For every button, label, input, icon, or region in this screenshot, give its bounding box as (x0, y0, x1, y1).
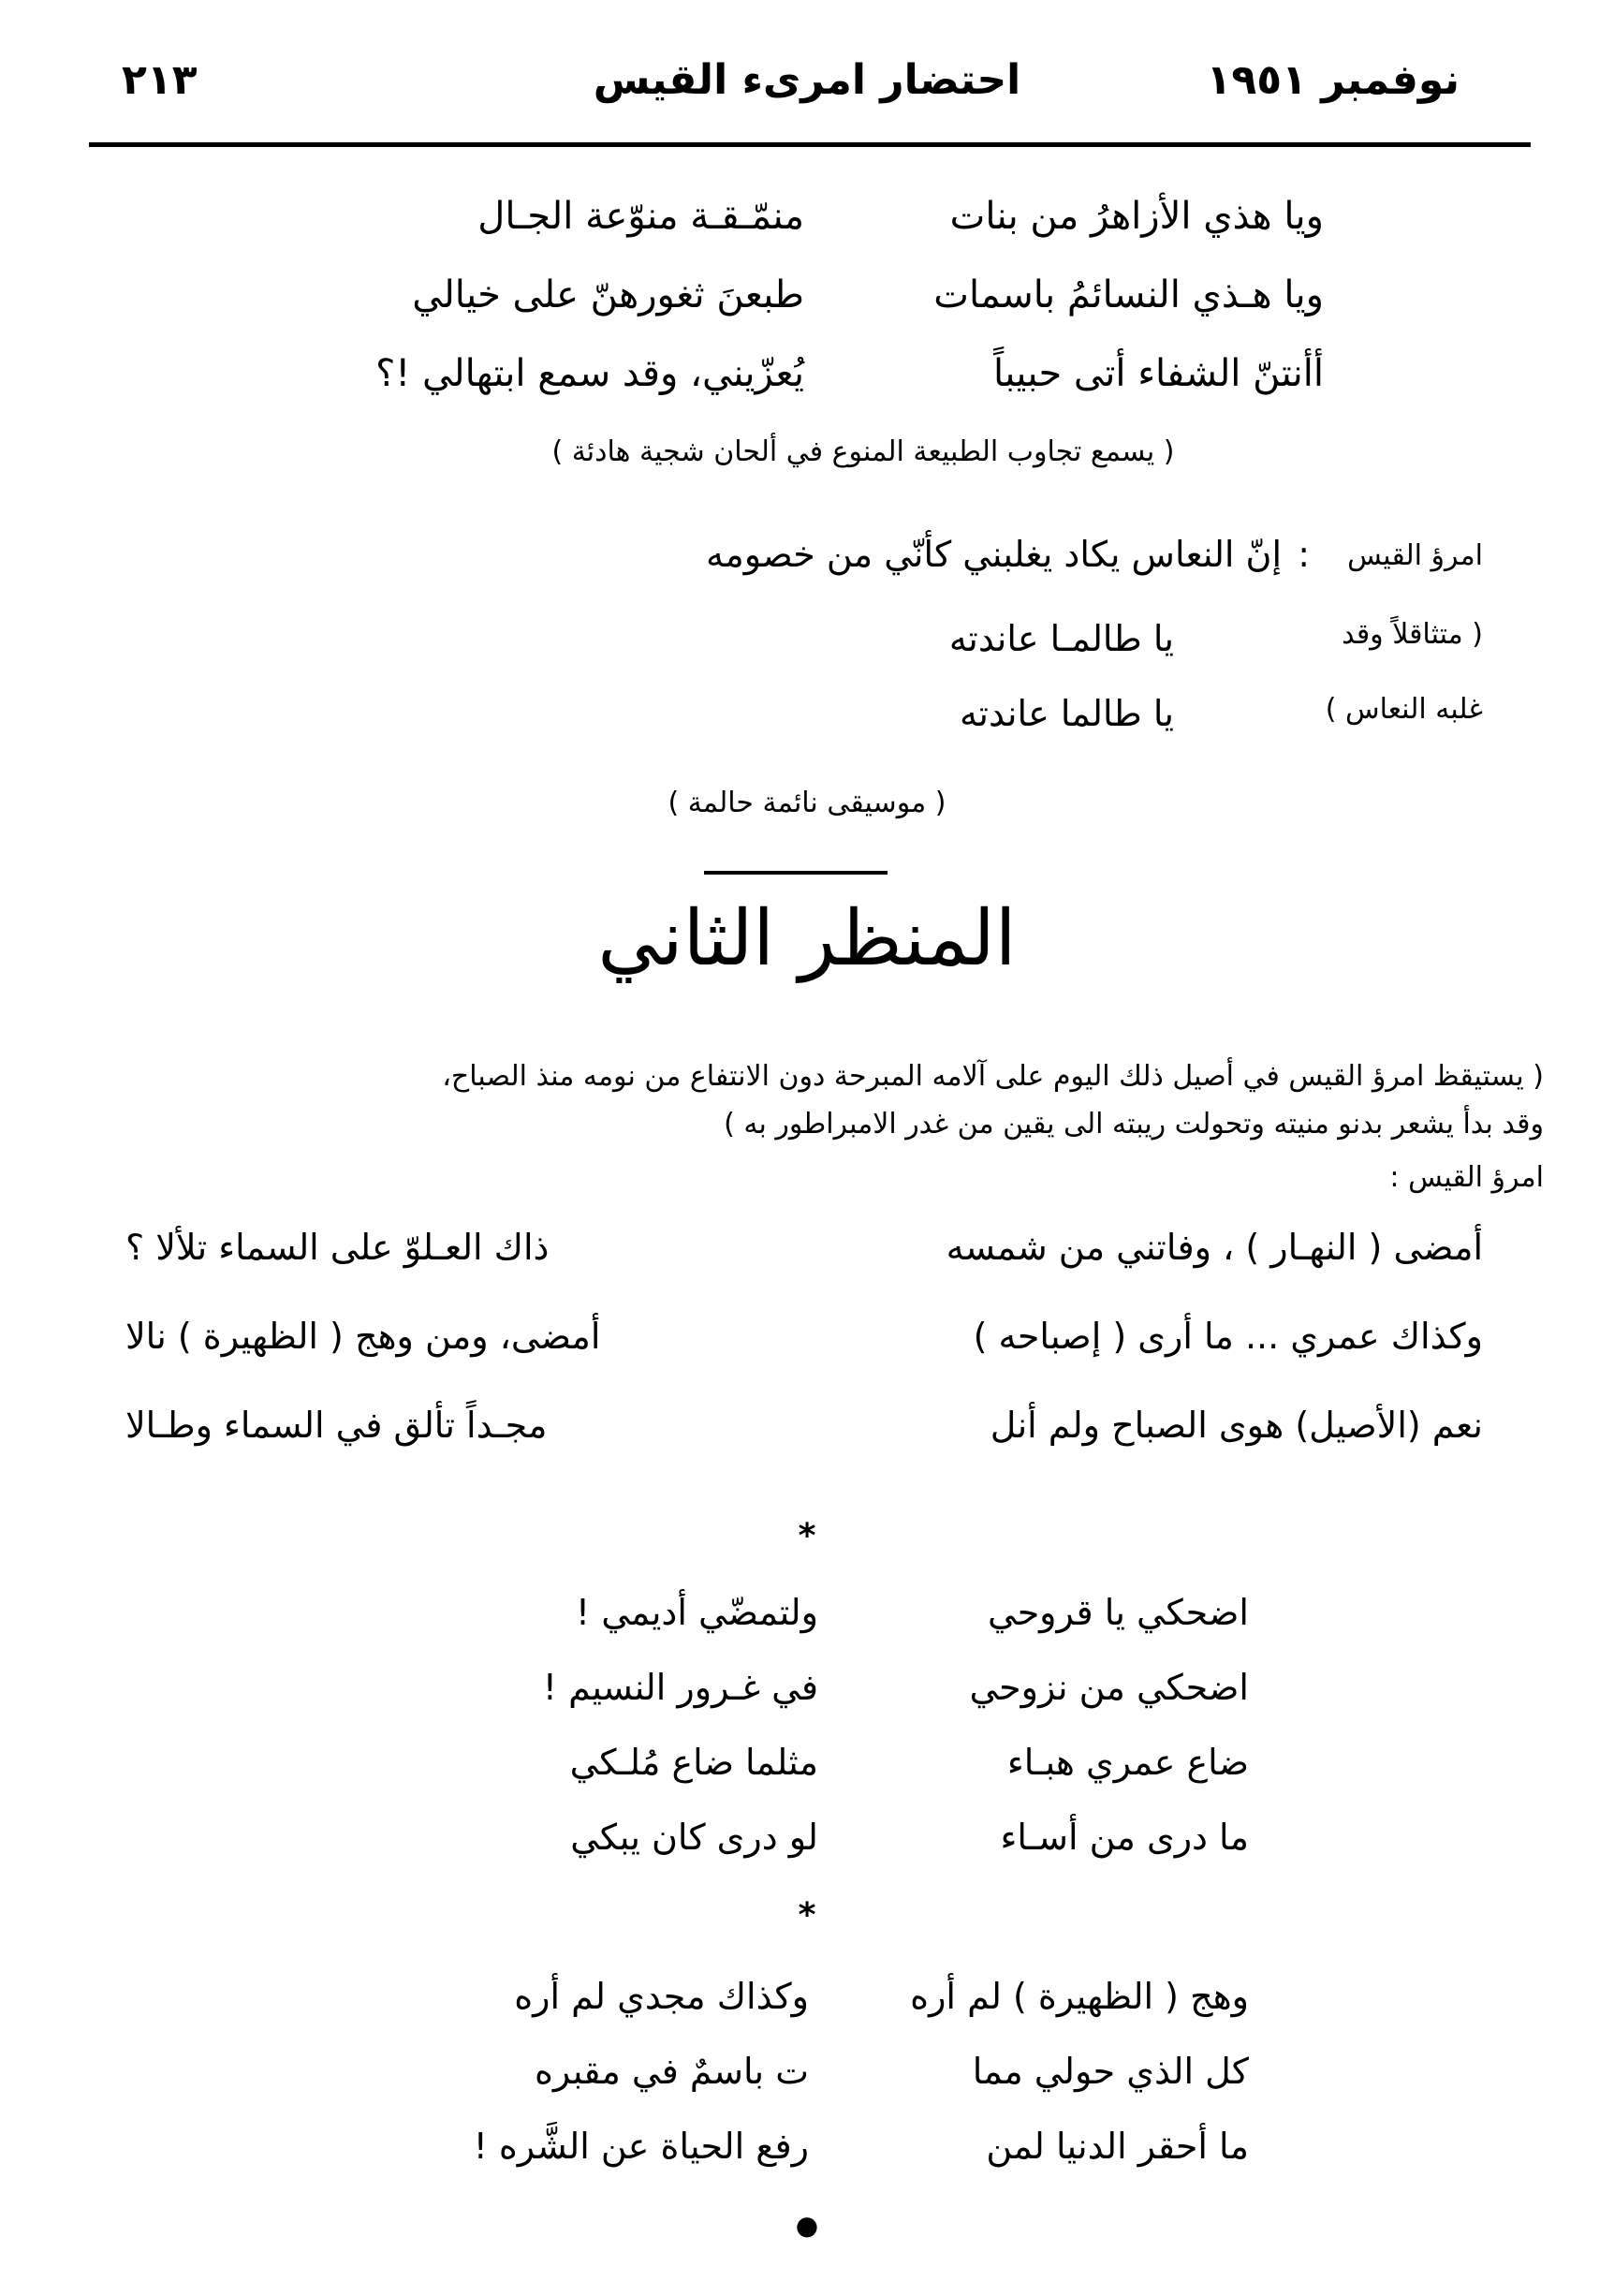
verse-line (350, 1817, 1249, 1873)
verse-second-hemistich: يُعزّيني، وقد سمع ابتهالي !؟ (375, 352, 804, 395)
scene-title: المنظر الثاني (597, 894, 1017, 983)
refrain-text: يا طالمـا عاندته (948, 618, 1174, 659)
verse-first-hemistich: نعم (الأصيل) هوى الصباح ولم أنل (990, 1405, 1483, 1446)
verse-first-hemistich: ما درى من أسـاء (1000, 1817, 1249, 1858)
verse-second-hemistich: ت باسمٌ في مقبره (534, 2051, 809, 2092)
refrain-line (359, 693, 1483, 749)
dialogue-line (359, 534, 1483, 590)
verse-second-hemistich: طبعنَ ثغورهنّ على خيالي (412, 273, 804, 316)
verse-first-hemistich: أأنتنّ الشفاء أتى حبيباً (993, 352, 1324, 395)
verse-first-hemistich: ضاع عمري هبـاء (1006, 1742, 1249, 1783)
refrain-text: يا طالما عاندته (960, 693, 1174, 734)
verse-line (388, 273, 1324, 330)
running-title: احتضار امرىء القيس (593, 56, 1021, 104)
speaker-name: امرؤ القيس (1347, 539, 1483, 572)
verse-second-hemistich: وكذاك مجدي لم أره (514, 1976, 809, 2017)
verse-line (350, 1976, 1249, 2032)
verse-line (388, 195, 1324, 251)
verse-line (350, 1592, 1249, 1648)
dialogue-text: إنّ النعاس يكاد يغلبني كأنّي من خصومه (706, 534, 1282, 575)
verse-line (125, 1405, 1483, 1461)
section-rule (704, 871, 888, 875)
verse-line (350, 1667, 1249, 1723)
issue-date: نوفمبر ١٩٥١ (1206, 56, 1460, 104)
scene-description-line: وقد بدأ يشعر بدنو منيته وتحولت ريبته الى يقين من غدر الامبراطور به ) (724, 1108, 1544, 1141)
verse-line (350, 2126, 1249, 2182)
verse-first-hemistich: ويا هذي الأزاهرُ من بنات (949, 195, 1324, 238)
refrain-line (359, 618, 1483, 674)
stage-aside: ( متثاقلاً وقد (1342, 618, 1483, 651)
verse-line (125, 1316, 1483, 1372)
verse-second-hemistich: منمّـقـة منوّعة الجـال (477, 195, 804, 238)
speaker-colon: : (1298, 534, 1310, 575)
verse-line (350, 2051, 1249, 2107)
verse-first-hemistich: كل الذي حولي مما (972, 2051, 1249, 2092)
stage-direction: ( يسمع تجاوب الطبيعة المنوع في ألحان شجية هادئة ) (551, 435, 1175, 468)
verse-line (350, 1742, 1249, 1798)
verse-second-hemistich: رفع الحياة عن الشَّره ! (473, 2126, 809, 2167)
verse-first-hemistich: اضحكي من نزوحي (969, 1667, 1249, 1708)
asterisk-separator: * (798, 1517, 816, 1555)
asterisk-separator: * (798, 1896, 816, 1935)
verse-second-hemistich: مثلما ضاع مُلـكي (569, 1742, 818, 1783)
end-mark-icon: ● (795, 2210, 819, 2241)
verse-first-hemistich: وكذاك عمري ... ما أرى ( إصباحه ) (973, 1316, 1483, 1357)
stage-direction: ( موسيقى نائمة حالمة ) (668, 787, 946, 819)
speaker-name: امرؤ القيس : (1389, 1161, 1544, 1194)
verse-second-hemistich: ذاك العـلوّ على السماء تلألا ؟ (125, 1227, 550, 1268)
verse-second-hemistich: مجـداً تألق في السماء وطـالا (125, 1405, 548, 1446)
header-rule (89, 142, 1531, 147)
scene-description-line: ( يستيقظ امرؤ القيس في أصيل ذلك اليوم على آلامه المبرحة دون الانتفاع من نومه منذ الصباح، (442, 1060, 1544, 1093)
page-number: ٢١٣ (122, 56, 198, 104)
verse-first-hemistich: أمضى ( النهـار ) ، وفاتني من شمسه (946, 1227, 1483, 1268)
verse-first-hemistich: ويا هـذي النسائمُ باسمات (933, 273, 1324, 316)
verse-second-hemistich: أمضى، ومن وهج ( الظهيرة ) نالا (125, 1316, 601, 1357)
verse-second-hemistich: ولتمضّي أديمي ! (575, 1592, 818, 1633)
verse-first-hemistich: اضحكي يا قروحي (988, 1592, 1249, 1633)
verse-second-hemistich: لو درى كان يبكي (570, 1817, 818, 1858)
verse-second-hemistich: في غـرور النسيم ! (542, 1667, 818, 1708)
verse-first-hemistich: وهج ( الظهيرة ) لم أره (910, 1976, 1249, 2017)
verse-line (375, 352, 1324, 408)
stage-aside: غلبه النعاس ) (1325, 693, 1483, 726)
verse-first-hemistich: ما أحقر الدنيا لمن (986, 2126, 1249, 2167)
verse-line (125, 1227, 1483, 1283)
